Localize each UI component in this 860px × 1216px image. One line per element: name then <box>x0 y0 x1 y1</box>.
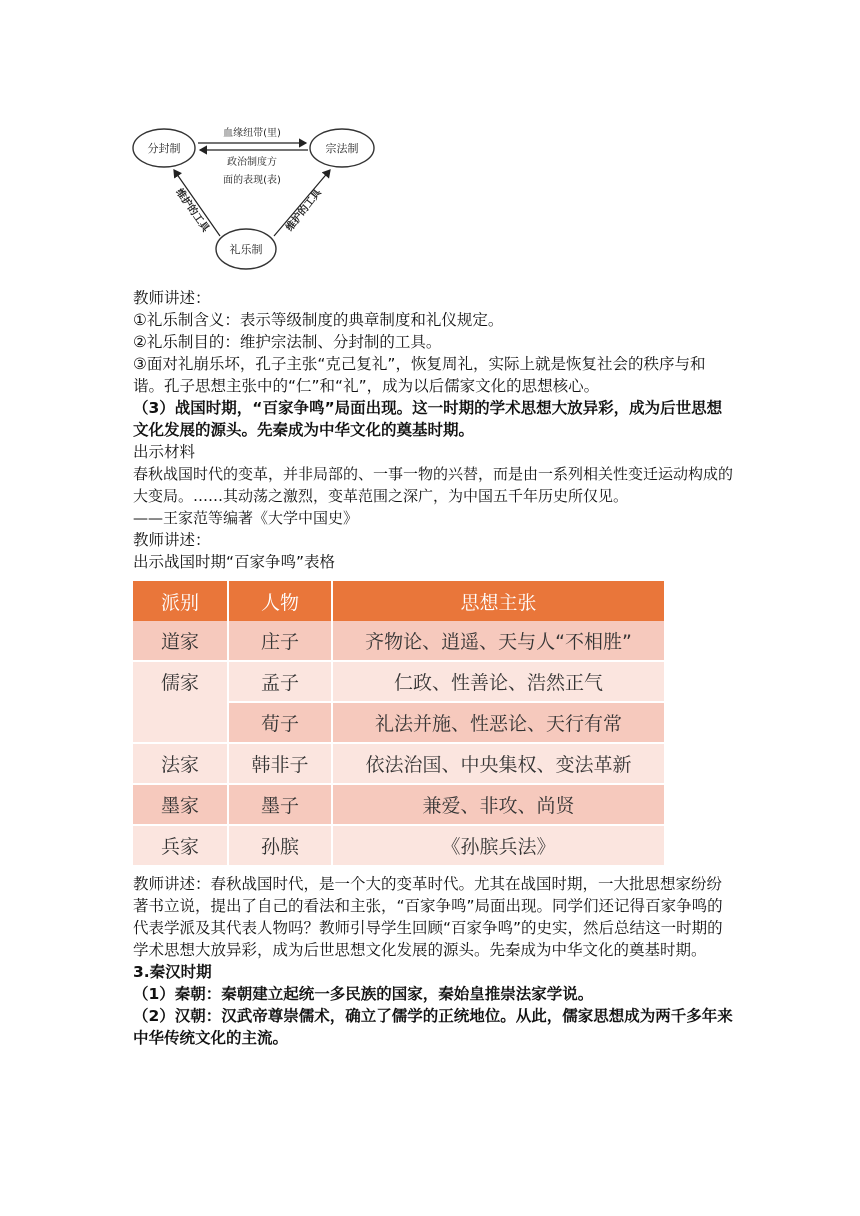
table-cell: 仁政、性善论、浩然正气 <box>333 662 664 703</box>
hundred-schools-table <box>133 581 664 867</box>
show-material-label: 出示材料 <box>133 443 196 461</box>
quote-source: ——王家范等编著《大学中国史》 <box>133 509 359 527</box>
edge-left-label: 维护的工具 <box>173 186 211 235</box>
warring-states-heading: （3）战国时期，“百家争鸣”局面出现。这一时期的学术思想大放异彩，成为后世思想文化发展的源头。先秦成为中华文化的奠基时期。 <box>133 399 723 439</box>
edge-right-label: 维护的工具 <box>284 187 324 234</box>
table-cell: 齐物论、逍遥、天与人“不相胜” <box>333 621 664 662</box>
teacher-narration-summary: 教师讲述：春秋战国时代，是一个大的变革时代。尤其在战国时期，一大批思想家纷纷著书立说，提出了自己的看法和主张，“百家争鸣”局面出现。同学们还记得百家争鸣的代表学派及其代表人物吗？教师引导学生回顾“百家争鸣”的史实，然后总结这一时期的学术思想大放异彩，成为后世思想文化发展的源头。先秦成为中华文化的奠基时期。 <box>133 875 723 959</box>
liyue-meaning: ①礼乐制含义：表示等级制度的典章制度和礼仪规定。 <box>133 311 504 329</box>
edge-top-label: 血缘纽带(里) <box>223 128 281 139</box>
table-cell: 依法治国、中央集权、变法革新 <box>333 744 664 785</box>
table-cell: 法家 <box>133 744 229 785</box>
table-cell: 兼爱、非攻、尚贤 <box>333 785 664 826</box>
main-content <box>133 287 733 1049</box>
confucius-paragraph: ③面对礼崩乐坏，孔子主张“克己复礼”，恢复周礼，实际上就是恢复社会的秩序与和谐。孔子思想主张中的“仁”和“礼”，成为以后儒家文化的思想核心。 <box>133 355 706 395</box>
header-school: 派别 <box>133 581 229 621</box>
table-cell: 韩非子 <box>229 744 333 785</box>
table-row <box>133 785 664 826</box>
teacher-narration-heading-2: 教师讲述： <box>133 531 211 549</box>
node-zongfa-label: 宗法制 <box>325 142 359 155</box>
header-person: 人物 <box>229 581 333 621</box>
node-liyue-label: 礼乐制 <box>229 243 263 256</box>
table-row <box>133 826 664 867</box>
table-cell: 礼法并施、性恶论、天行有常 <box>333 703 664 744</box>
edge-mid-label-2: 面的表现(表) <box>223 175 281 186</box>
table-row <box>133 744 664 785</box>
table-cell: 孟子 <box>229 662 333 703</box>
table-cell: 墨家 <box>133 785 229 826</box>
table-row <box>133 621 664 662</box>
quoted-material: 春秋战国时代的变革，并非局部的、一事一物的兴替，而是由一系列相关性变迁运动构成的大变局。……其动荡之激烈，变革范围之深广，为中国五千年历史所仅见。 <box>133 465 734 505</box>
edge-mid-label-1: 政治制度方 <box>227 157 277 168</box>
table-header-row <box>133 581 664 621</box>
teacher-narration-heading-1: 教师讲述： <box>133 289 211 307</box>
feudal-system-diagram <box>128 112 378 280</box>
table-cell: 庄子 <box>229 621 333 662</box>
table-cell: 《孙膑兵法》 <box>333 826 664 867</box>
table-row <box>133 662 664 703</box>
table-cell: 兵家 <box>133 826 229 867</box>
table-cell: 道家 <box>133 621 229 662</box>
header-ideas: 思想主张 <box>333 581 664 621</box>
table-cell: 孙膑 <box>229 826 333 867</box>
table-cell: 儒家 <box>133 662 229 744</box>
liyue-purpose: ②礼乐制目的：维护宗法制、分封制的工具。 <box>133 333 442 351</box>
qin-han-heading: 3.秦汉时期 <box>133 963 212 981</box>
table-cell: 墨子 <box>229 785 333 826</box>
show-table-label: 出示战国时期“百家争鸣”表格 <box>133 553 336 571</box>
han-dynasty-paragraph: （2）汉朝：汉武帝尊崇儒术，确立了儒学的正统地位。从此，儒家思想成为两千多年来中华传统文化的主流。 <box>133 1007 733 1047</box>
node-fenfeng-label: 分封制 <box>147 142 181 155</box>
table-cell: 荀子 <box>229 703 333 744</box>
qin-dynasty-paragraph: （1）秦朝：秦朝建立起统一多民族的国家，秦始皇推崇法家学说。 <box>133 985 594 1003</box>
